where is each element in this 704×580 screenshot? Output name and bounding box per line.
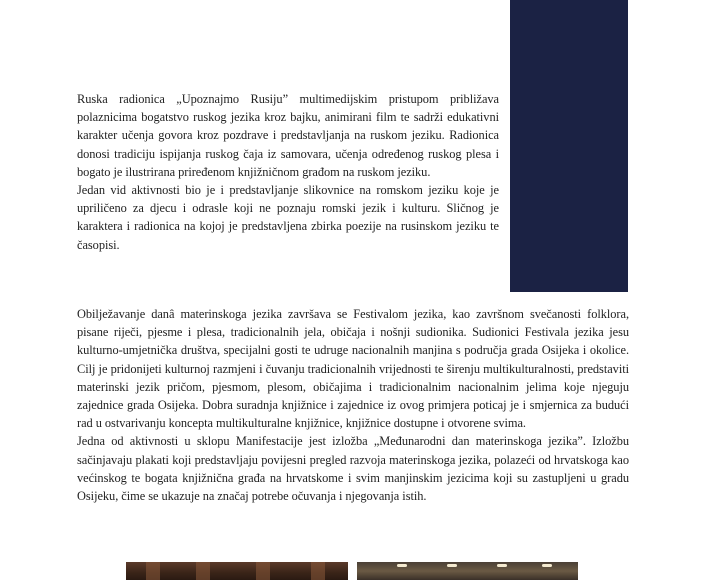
paragraph-language-festival: Obilježavanje danâ materinskoga jezika završava se Festivalom jezika, kao završnom svečanosti folklora, pisane riječi, pjesme i plesa, tradicionalnih jela, običaja i nošnji sudionika. Sudionici Festivala jezika jesu kulturno-umjetnička društva, specijalni gosti te udruge nacionalnih manjina s područja grada Osijeka i okolice. Cilj je pridonijeti kulturnoj razmjeni i čuvanju tradicionalnih vrijednosti te širenju multikulturalnosti, predstaviti materinski jezik pričom, pjesmom, plesom, običajima i tradicionalnim nacionalnim jelima koje njeguju zajednice grada Osijeka. Dobra suradnja knjižnice i zajednice iz ovog primjera poticaj je i smjernica za budući rad u ostvarivanju koncepta multikulturalne knjižnice, knjižnice dostupne i otvorene svima. xyxy=(77,307,629,431)
paragraph-romani-picture-book: Jedan vid aktivnosti bio je i predstavljanje slikovnice na romskom jeziku koje je upriličeno za djecu i odrasle koji ne poznaju romski jezik i kulturu. Sličnog je karaktera i radionica na kojoj je predstavljena zbirka poezije na rusinskom jeziku te časopisi. xyxy=(77,183,499,252)
paragraph-exhibition: Jedna od aktivnosti u sklopu Manifestacije jest izložba „Međunarodni dan materinskoga jezika”. Izložbu sačinjavaju plakati koji predstavljaju povijesni pregled razvoja materinskoga jezika, polazeći od hrvatskoga kao većinskog te bogata knjižnična građa na hrvatskome i svim manjinskim jezicima koji su zastupljeni u gradu Osijeku, čime se ukazuje na značaj potrebe očuvanja i njegovanja istih. xyxy=(77,434,629,504)
decorative-navy-panel xyxy=(510,0,628,292)
text-block-upper xyxy=(77,90,499,254)
paragraph-russian-workshop: Ruska radionica „Upoznajmo Rusiju” multimedijskim pristupom približava polaznicima bogatstvo ruskog jezika kroz bajku, animirani film te sadrži edukativni karakter učenja govora kroz pozdrave i predstavljanja na ruskom jeziku. Radionica donosi tradiciju ispijanja ruskog čaja iz samovara, učenja određenog ruskog plesa i bogato je ilustrirana priređenom knjižničnom građom na ruskom jeziku. xyxy=(77,92,499,179)
photo-left xyxy=(126,562,348,580)
text-block-lower xyxy=(77,305,629,505)
photo-right xyxy=(357,562,578,580)
